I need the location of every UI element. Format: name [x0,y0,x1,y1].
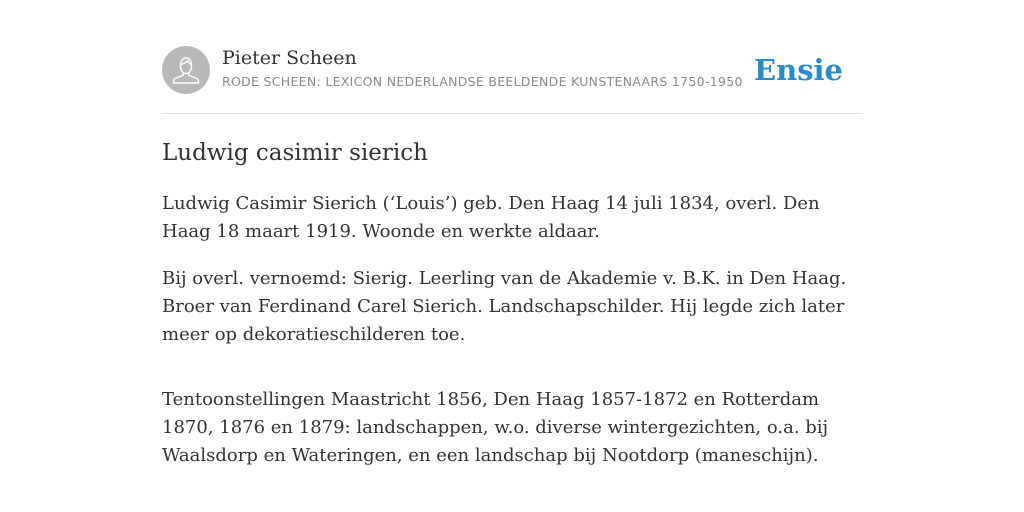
article-paragraph: Bij overl. vernoemd: Sierig. Leerling van de Akademie v. B.K. in Den Haag. Broer van Ferdinand Carel Sierich. Landschapschilder. Hij legde zich later meer op dekoratieschilderen toe. [162,268,847,345]
source-title[interactable]: RODE SCHEEN: LEXICON NEDERLANDSE BEELDENDE KUNSTENAARS 1750-1950 [222,74,743,89]
header [162,46,862,96]
article-paragraph: Ludwig Casimir Sierich (‘Louis’) geb. Den Haag 14 juli 1834, overl. Den Haag 18 maart 1919. Woonde en werkte aldaar. [162,193,820,242]
user-silhouette-icon [162,46,210,94]
article-title: Ludwig casimir sierich [162,140,428,166]
article-body [162,190,862,489]
author-name[interactable]: Pieter Scheen [222,47,357,69]
author-avatar[interactable] [162,46,210,94]
article-paragraph: Tentoonstellingen Maastricht 1856, Den Haag 1857-1872 en Rotterdam 1870, 1876 en 1879: landschappen, w.o. diverse wintergezichten, o.a. bij Waalsdorp en Wateringen, en een landschap bij Nootdorp (maneschijn). [162,389,829,466]
ensie-logo[interactable]: Ensie [754,53,843,87]
header-divider [162,113,862,114]
